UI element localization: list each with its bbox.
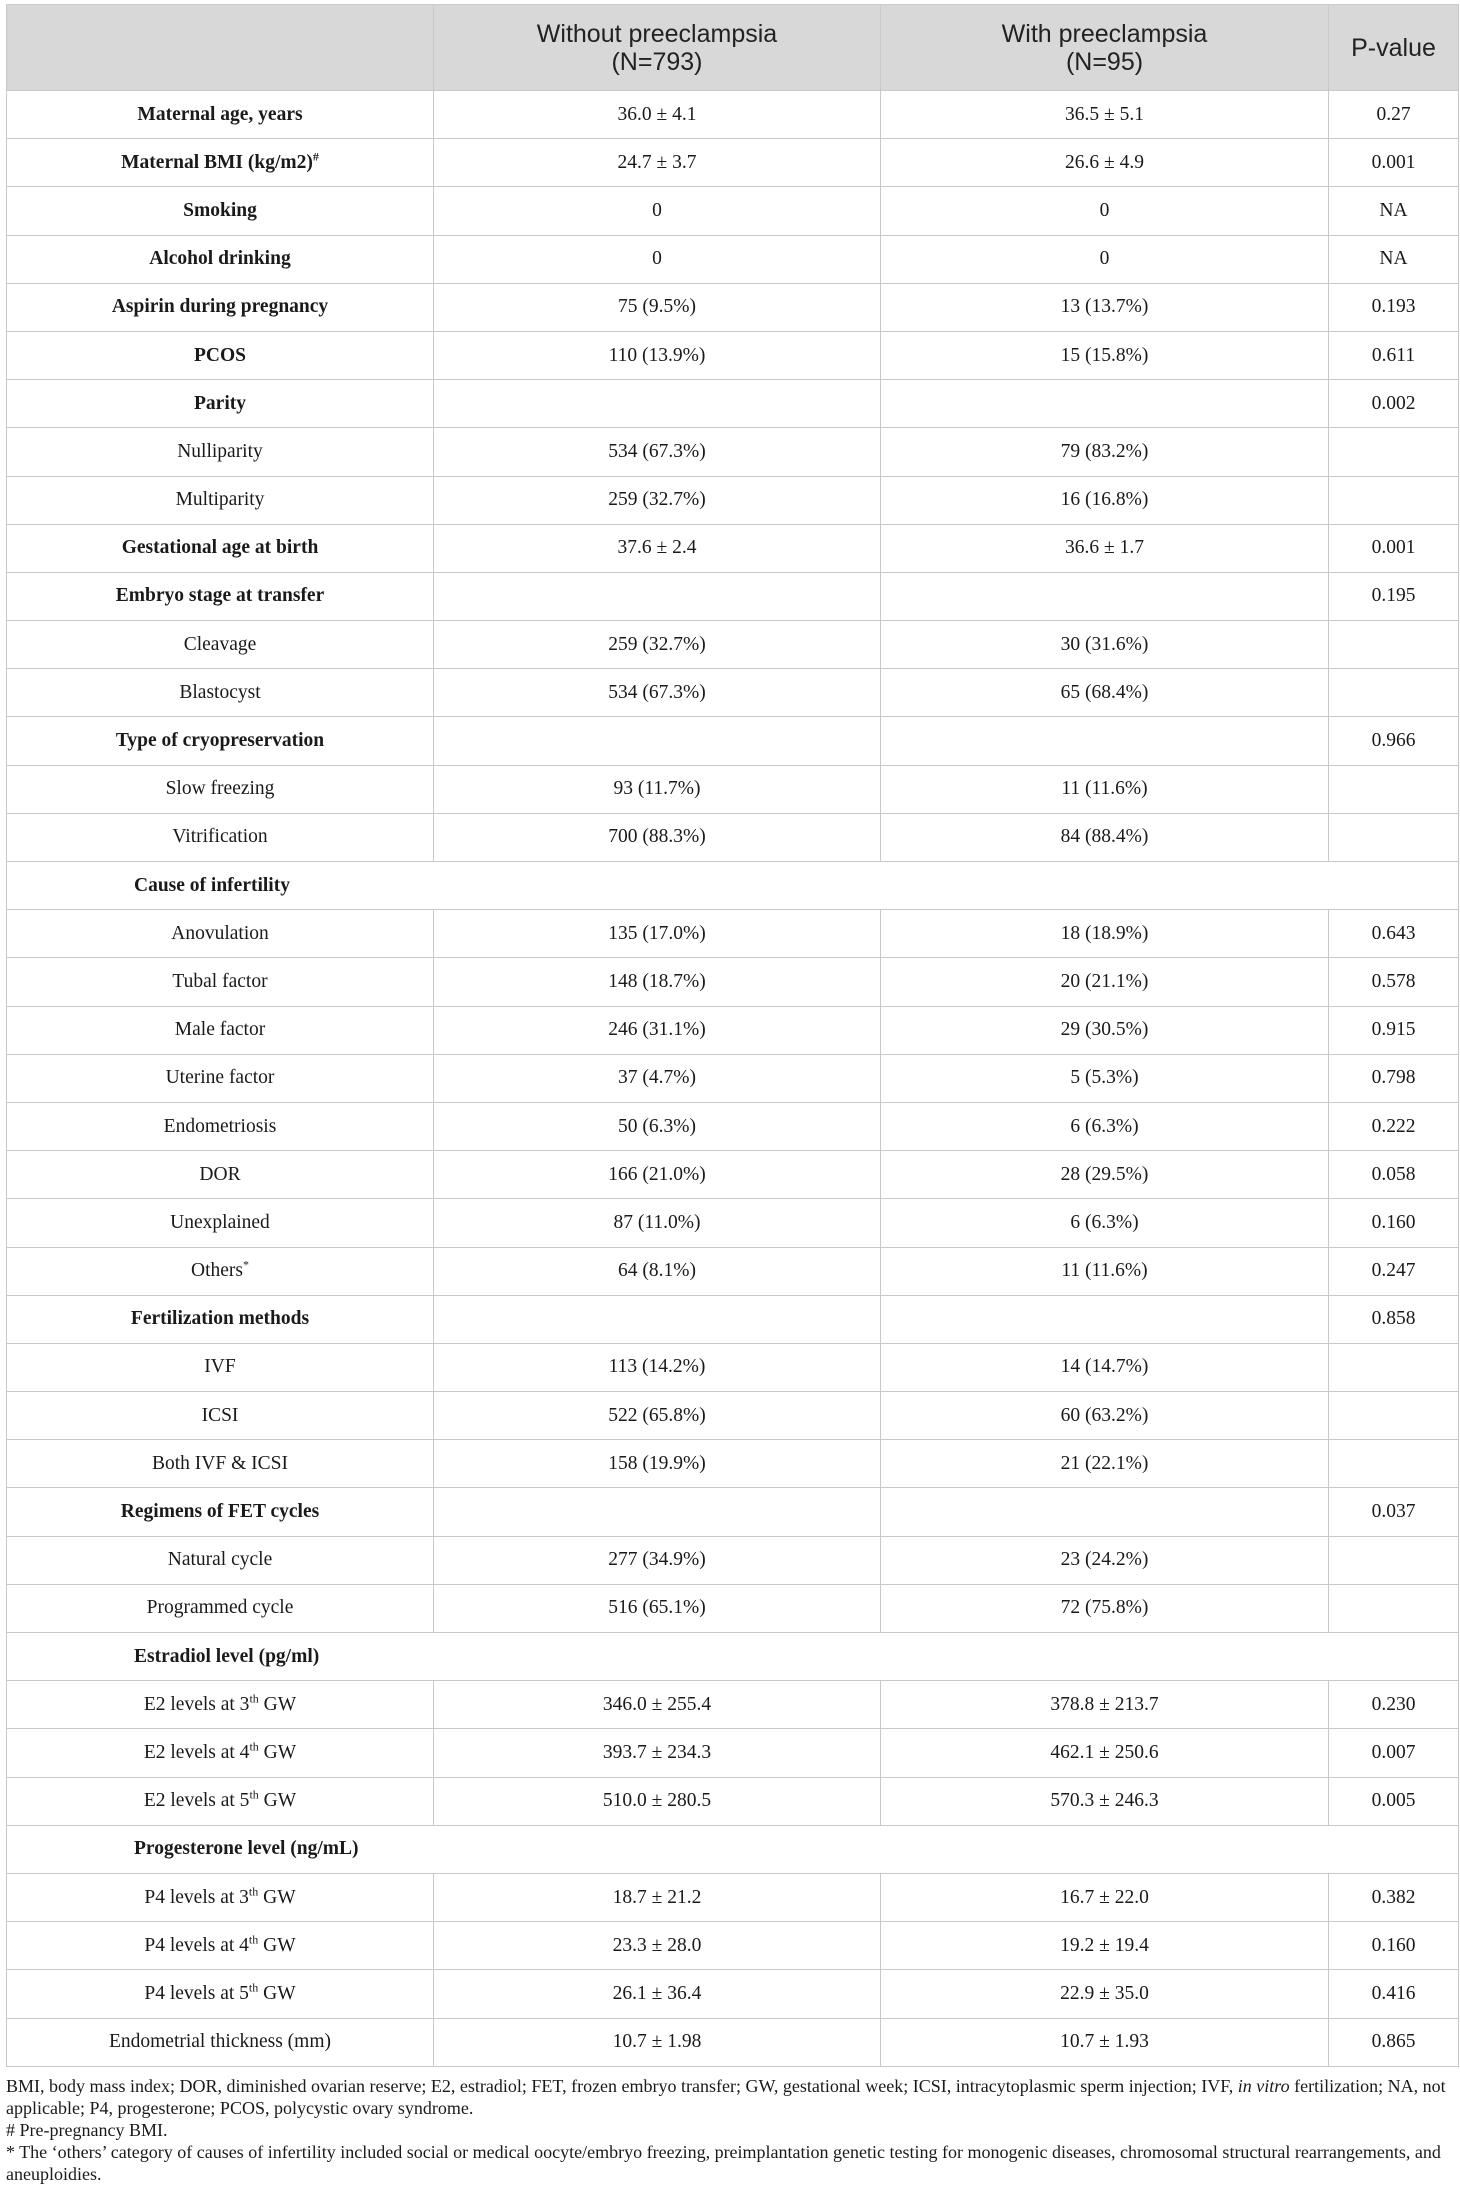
row-label-text: P4 levels at 3 bbox=[144, 1886, 249, 1908]
cell-without-preeclampsia: 24.7 ± 3.7 bbox=[434, 139, 881, 187]
cell-without-preeclampsia: 37 (4.7%) bbox=[434, 1054, 881, 1102]
row-label bbox=[7, 1777, 434, 1825]
cell-p-value: 0.643 bbox=[1329, 910, 1459, 958]
row-label-text: P4 levels at 5 bbox=[144, 1982, 249, 2004]
row-label-text: E2 levels at 4 bbox=[143, 1741, 250, 1763]
row-label bbox=[7, 1054, 434, 1102]
row-label bbox=[7, 1536, 434, 1584]
row-label-superscript: th bbox=[248, 1980, 259, 1995]
row-label-superscript: # bbox=[312, 149, 319, 164]
cell-with-preeclampsia: 462.1 ± 250.6 bbox=[881, 1729, 1329, 1777]
header-variable bbox=[7, 5, 434, 91]
cell-p-value: 0.966 bbox=[1329, 717, 1459, 765]
footnote-hash: # Pre-pregnancy BMI. bbox=[6, 2119, 168, 2140]
row-label-text: Endometriosis bbox=[163, 1115, 277, 1137]
cell-p-value: 0.247 bbox=[1329, 1247, 1459, 1295]
cell-with-preeclampsia: 72 (75.8%) bbox=[881, 1584, 1329, 1632]
row-label-suffix: GW bbox=[258, 1982, 296, 2004]
footnotes bbox=[6, 2067, 1458, 2185]
table-row bbox=[7, 1247, 1459, 1295]
row-label bbox=[7, 1825, 1459, 1873]
header-without-preeclampsia bbox=[434, 5, 881, 91]
cell-with-preeclampsia: 6 (6.3%) bbox=[881, 1102, 1329, 1150]
row-label bbox=[7, 524, 434, 572]
row-label-superscript: th bbox=[248, 1932, 259, 1947]
cell-with-preeclampsia: 65 (68.4%) bbox=[881, 669, 1329, 717]
data-table bbox=[6, 4, 1459, 2067]
cell-p-value bbox=[1329, 621, 1459, 669]
row-label-text: Maternal BMI (kg/m2) bbox=[121, 151, 313, 173]
cell-p-value bbox=[1329, 476, 1459, 524]
row-label bbox=[7, 331, 434, 379]
cell-p-value bbox=[1329, 1536, 1459, 1584]
table-row bbox=[7, 1102, 1459, 1150]
row-label-text: Slow freezing bbox=[165, 778, 275, 800]
cell-p-value: 0.002 bbox=[1329, 380, 1459, 428]
row-label-text: Progesterone level (ng/mL) bbox=[134, 1838, 359, 1860]
cell-p-value: 0.037 bbox=[1329, 1488, 1459, 1536]
row-label bbox=[7, 1247, 434, 1295]
row-label-text: Alcohol drinking bbox=[149, 248, 291, 270]
header-line: Without preeclampsia bbox=[536, 19, 778, 48]
row-label-text: Parity bbox=[194, 392, 246, 414]
row-label bbox=[7, 765, 434, 813]
row-label bbox=[7, 283, 434, 331]
row-label-superscript: th bbox=[248, 1884, 259, 1899]
row-label-text: Programmed cycle bbox=[146, 1597, 294, 1619]
row-label-superscript: th bbox=[249, 1787, 259, 1802]
cell-without-preeclampsia bbox=[434, 717, 881, 765]
cell-with-preeclampsia: 13 (13.7%) bbox=[881, 283, 1329, 331]
cell-with-preeclampsia: 36.6 ± 1.7 bbox=[881, 524, 1329, 572]
cell-without-preeclampsia: 37.6 ± 2.4 bbox=[434, 524, 881, 572]
table-row bbox=[7, 813, 1459, 861]
table-row bbox=[7, 331, 1459, 379]
row-label bbox=[7, 1199, 434, 1247]
cell-without-preeclampsia bbox=[434, 380, 881, 428]
table-header bbox=[7, 5, 1459, 91]
cell-without-preeclampsia: 135 (17.0%) bbox=[434, 910, 881, 958]
row-label-text: Others bbox=[191, 1260, 243, 1282]
row-label-text: Estradiol level (pg/ml) bbox=[134, 1645, 320, 1667]
footnote-text: fertilization; NA, not applicable; P4, progesterone; PCOS, polycystic ovary syndrome. bbox=[6, 2075, 1446, 2118]
cell-p-value: 0.001 bbox=[1329, 139, 1459, 187]
row-label bbox=[7, 1729, 434, 1777]
cell-p-value: 0.858 bbox=[1329, 1295, 1459, 1343]
cell-without-preeclampsia: 516 (65.1%) bbox=[434, 1584, 881, 1632]
row-label bbox=[7, 1392, 434, 1440]
row-label bbox=[7, 187, 434, 235]
row-label bbox=[7, 958, 434, 1006]
header-line: (N=793) bbox=[611, 47, 703, 76]
cell-without-preeclampsia: 0 bbox=[434, 235, 881, 283]
cell-with-preeclampsia bbox=[881, 572, 1329, 620]
cell-p-value bbox=[1329, 1584, 1459, 1632]
cell-p-value bbox=[1329, 1440, 1459, 1488]
cell-p-value: 0.865 bbox=[1329, 2018, 1459, 2066]
row-label-text: Natural cycle bbox=[167, 1549, 273, 1571]
table-row bbox=[7, 91, 1459, 139]
cell-with-preeclampsia: 16 (16.8%) bbox=[881, 476, 1329, 524]
cell-p-value: NA bbox=[1329, 235, 1459, 283]
cell-with-preeclampsia: 6 (6.3%) bbox=[881, 1199, 1329, 1247]
row-label bbox=[7, 1102, 434, 1150]
table-row bbox=[7, 910, 1459, 958]
table-row bbox=[7, 1970, 1459, 2018]
footnote-italic: in vitro bbox=[1237, 2075, 1290, 2096]
cell-p-value: NA bbox=[1329, 187, 1459, 235]
cell-without-preeclampsia: 23.3 ± 28.0 bbox=[434, 1922, 881, 1970]
row-label bbox=[7, 910, 434, 958]
row-label bbox=[7, 380, 434, 428]
table-row bbox=[7, 1729, 1459, 1777]
cell-with-preeclampsia: 23 (24.2%) bbox=[881, 1536, 1329, 1584]
row-label-text: PCOS bbox=[193, 344, 246, 366]
row-label bbox=[7, 1873, 434, 1921]
table-row bbox=[7, 1584, 1459, 1632]
cell-without-preeclampsia: 50 (6.3%) bbox=[434, 1102, 881, 1150]
table-row bbox=[7, 1488, 1459, 1536]
row-label bbox=[7, 139, 434, 187]
cell-p-value: 0.195 bbox=[1329, 572, 1459, 620]
cell-p-value bbox=[1329, 813, 1459, 861]
cell-with-preeclampsia bbox=[881, 1295, 1329, 1343]
row-label-text: Smoking bbox=[183, 199, 257, 221]
header-line: (N=95) bbox=[1065, 47, 1144, 76]
cell-p-value: 0.611 bbox=[1329, 331, 1459, 379]
cell-with-preeclampsia: 19.2 ± 19.4 bbox=[881, 1922, 1329, 1970]
row-label bbox=[7, 1295, 434, 1343]
cell-without-preeclampsia: 246 (31.1%) bbox=[434, 1006, 881, 1054]
cell-p-value: 0.160 bbox=[1329, 1922, 1459, 1970]
table-row bbox=[7, 1199, 1459, 1247]
header-p-value bbox=[1329, 5, 1459, 91]
cell-with-preeclampsia: 10.7 ± 1.93 bbox=[881, 2018, 1329, 2066]
cell-without-preeclampsia: 277 (34.9%) bbox=[434, 1536, 881, 1584]
row-label bbox=[7, 572, 434, 620]
cell-with-preeclampsia bbox=[881, 717, 1329, 765]
cell-without-preeclampsia bbox=[434, 1488, 881, 1536]
cell-p-value: 0.193 bbox=[1329, 283, 1459, 331]
cell-without-preeclampsia: 259 (32.7%) bbox=[434, 621, 881, 669]
table-row bbox=[7, 2018, 1459, 2066]
table-row bbox=[7, 1392, 1459, 1440]
row-label-text: Both IVF & ICSI bbox=[152, 1452, 288, 1474]
row-label-text: Anovulation bbox=[171, 922, 269, 944]
table-row bbox=[7, 380, 1459, 428]
cell-p-value: 0.27 bbox=[1329, 91, 1459, 139]
row-label bbox=[7, 1343, 434, 1391]
footnote-abbreviations bbox=[6, 2075, 1458, 2119]
cell-p-value: 0.230 bbox=[1329, 1681, 1459, 1729]
row-label-text: Male factor bbox=[174, 1019, 266, 1041]
header-with-preeclampsia bbox=[881, 5, 1329, 91]
cell-p-value bbox=[1329, 428, 1459, 476]
row-label-text: Unexplained bbox=[170, 1211, 270, 1233]
row-label-text: Gestational age at birth bbox=[121, 537, 319, 559]
footnote-star: * The ‘others’ category of causes of infertility included social or medical oocyte/embryo freezing, preimplantation genetic testing for monogenic diseases, chromosomal structural rearrangements, and aneuploidies. bbox=[6, 2141, 1441, 2184]
row-label-superscript: th bbox=[249, 1739, 259, 1754]
cell-with-preeclampsia: 29 (30.5%) bbox=[881, 1006, 1329, 1054]
table-row bbox=[7, 1151, 1459, 1199]
cell-p-value: 0.222 bbox=[1329, 1102, 1459, 1150]
cell-with-preeclampsia: 18 (18.9%) bbox=[881, 910, 1329, 958]
cell-with-preeclampsia: 79 (83.2%) bbox=[881, 428, 1329, 476]
row-label bbox=[7, 235, 434, 283]
cell-with-preeclampsia: 36.5 ± 5.1 bbox=[881, 91, 1329, 139]
cell-p-value: 0.160 bbox=[1329, 1199, 1459, 1247]
table-row bbox=[7, 958, 1459, 1006]
cell-without-preeclampsia: 259 (32.7%) bbox=[434, 476, 881, 524]
cell-with-preeclampsia: 16.7 ± 22.0 bbox=[881, 1873, 1329, 1921]
cell-p-value: 0.578 bbox=[1329, 958, 1459, 1006]
row-label-text: Cleavage bbox=[183, 633, 257, 655]
table-row bbox=[7, 235, 1459, 283]
cell-without-preeclampsia: 534 (67.3%) bbox=[434, 669, 881, 717]
cell-with-preeclampsia: 378.8 ± 213.7 bbox=[881, 1681, 1329, 1729]
row-label-text: Cause of infertility bbox=[134, 874, 290, 896]
table-row bbox=[7, 187, 1459, 235]
row-label bbox=[7, 1151, 434, 1199]
table-row bbox=[7, 1054, 1459, 1102]
table-row bbox=[7, 139, 1459, 187]
row-label-suffix: GW bbox=[258, 1886, 296, 1908]
cell-with-preeclampsia: 28 (29.5%) bbox=[881, 1151, 1329, 1199]
row-label bbox=[7, 1681, 434, 1729]
cell-without-preeclampsia: 158 (19.9%) bbox=[434, 1440, 881, 1488]
cell-p-value: 0.005 bbox=[1329, 1777, 1459, 1825]
cell-with-preeclampsia: 60 (63.2%) bbox=[881, 1392, 1329, 1440]
cell-without-preeclampsia: 0 bbox=[434, 187, 881, 235]
cell-without-preeclampsia: 110 (13.9%) bbox=[434, 331, 881, 379]
cell-without-preeclampsia: 93 (11.7%) bbox=[434, 765, 881, 813]
cell-without-preeclampsia: 18.7 ± 21.2 bbox=[434, 1873, 881, 1921]
row-label bbox=[7, 813, 434, 861]
cell-with-preeclampsia: 11 (11.6%) bbox=[881, 1247, 1329, 1295]
cell-p-value: 0.382 bbox=[1329, 1873, 1459, 1921]
cell-without-preeclampsia bbox=[434, 1295, 881, 1343]
table-row bbox=[7, 862, 1459, 910]
footnote-text: BMI, body mass index; DOR, diminished ovarian reserve; E2, estradiol; FET, frozen embryo transfer; GW, gestational week; ICSI, intracytoplasmic sperm injection; IVF, bbox=[6, 2075, 1238, 2096]
cell-without-preeclampsia: 75 (9.5%) bbox=[434, 283, 881, 331]
header-line: With preeclampsia bbox=[1001, 19, 1208, 48]
cell-p-value: 0.915 bbox=[1329, 1006, 1459, 1054]
row-label-text: ICSI bbox=[201, 1404, 239, 1426]
table-row bbox=[7, 1343, 1459, 1391]
row-label-suffix: GW bbox=[258, 1934, 296, 1956]
row-label-text: E2 levels at 3 bbox=[143, 1693, 250, 1715]
row-label-superscript: * bbox=[243, 1257, 249, 1272]
cell-p-value: 0.007 bbox=[1329, 1729, 1459, 1777]
cell-with-preeclampsia: 5 (5.3%) bbox=[881, 1054, 1329, 1102]
row-label-text: Endometrial thickness (mm) bbox=[108, 2031, 332, 2053]
cell-without-preeclampsia: 148 (18.7%) bbox=[434, 958, 881, 1006]
cell-p-value: 0.001 bbox=[1329, 524, 1459, 572]
row-label bbox=[7, 1922, 434, 1970]
row-label-text: Vitrification bbox=[172, 826, 268, 848]
cell-p-value bbox=[1329, 1392, 1459, 1440]
table-row bbox=[7, 1440, 1459, 1488]
row-label-text: Regimens of FET cycles bbox=[120, 1501, 320, 1523]
table-body bbox=[7, 91, 1459, 2067]
row-label bbox=[7, 717, 434, 765]
table-row bbox=[7, 1777, 1459, 1825]
row-label-text: Type of cryopreservation bbox=[115, 730, 325, 752]
header-line: P-value bbox=[1351, 33, 1436, 62]
table-row bbox=[7, 765, 1459, 813]
row-label bbox=[7, 621, 434, 669]
cell-without-preeclampsia: 522 (65.8%) bbox=[434, 1392, 881, 1440]
cell-without-preeclampsia: 700 (88.3%) bbox=[434, 813, 881, 861]
row-label-text: Embryo stage at transfer bbox=[115, 585, 325, 607]
table-row bbox=[7, 1873, 1459, 1921]
table-row bbox=[7, 1006, 1459, 1054]
table-row bbox=[7, 476, 1459, 524]
cell-with-preeclampsia: 14 (14.7%) bbox=[881, 1343, 1329, 1391]
cell-with-preeclampsia: 20 (21.1%) bbox=[881, 958, 1329, 1006]
row-label bbox=[7, 669, 434, 717]
table-row bbox=[7, 1536, 1459, 1584]
row-label bbox=[7, 862, 1459, 910]
table-row bbox=[7, 1295, 1459, 1343]
cell-with-preeclampsia: 570.3 ± 246.3 bbox=[881, 1777, 1329, 1825]
cell-without-preeclampsia: 393.7 ± 234.3 bbox=[434, 1729, 881, 1777]
row-label-text: Aspirin during pregnancy bbox=[111, 296, 329, 318]
row-label-text: Nulliparity bbox=[177, 440, 263, 462]
row-label-text: DOR bbox=[199, 1163, 241, 1185]
row-label bbox=[7, 1488, 434, 1536]
row-label bbox=[7, 476, 434, 524]
table-container bbox=[6, 0, 1458, 2185]
cell-without-preeclampsia: 113 (14.2%) bbox=[434, 1343, 881, 1391]
cell-without-preeclampsia: 87 (11.0%) bbox=[434, 1199, 881, 1247]
cell-with-preeclampsia: 22.9 ± 35.0 bbox=[881, 1970, 1329, 2018]
cell-with-preeclampsia: 0 bbox=[881, 235, 1329, 283]
row-label bbox=[7, 1584, 434, 1632]
row-label bbox=[7, 2018, 434, 2066]
cell-with-preeclampsia bbox=[881, 1488, 1329, 1536]
table-row bbox=[7, 428, 1459, 476]
cell-without-preeclampsia: 510.0 ± 280.5 bbox=[434, 1777, 881, 1825]
row-label-suffix: GW bbox=[258, 1790, 297, 1812]
cell-without-preeclampsia: 346.0 ± 255.4 bbox=[434, 1681, 881, 1729]
cell-without-preeclampsia: 26.1 ± 36.4 bbox=[434, 1970, 881, 2018]
cell-p-value bbox=[1329, 1343, 1459, 1391]
cell-without-preeclampsia bbox=[434, 572, 881, 620]
row-label-text: P4 levels at 4 bbox=[144, 1934, 249, 1956]
row-label bbox=[7, 1970, 434, 2018]
row-label-text: IVF bbox=[204, 1356, 236, 1378]
cell-with-preeclampsia bbox=[881, 380, 1329, 428]
row-label-text: Multiparity bbox=[175, 489, 265, 511]
cell-without-preeclampsia: 64 (8.1%) bbox=[434, 1247, 881, 1295]
row-label bbox=[7, 1006, 434, 1054]
cell-with-preeclampsia: 21 (22.1%) bbox=[881, 1440, 1329, 1488]
row-label-superscript: th bbox=[249, 1691, 259, 1706]
row-label-suffix: GW bbox=[258, 1693, 297, 1715]
table-row bbox=[7, 572, 1459, 620]
table-row bbox=[7, 669, 1459, 717]
table-row bbox=[7, 1681, 1459, 1729]
row-label-suffix: GW bbox=[258, 1741, 297, 1763]
table-row bbox=[7, 524, 1459, 572]
cell-with-preeclampsia: 26.6 ± 4.9 bbox=[881, 139, 1329, 187]
table-row bbox=[7, 1825, 1459, 1873]
cell-p-value: 0.798 bbox=[1329, 1054, 1459, 1102]
row-label bbox=[7, 91, 434, 139]
row-label bbox=[7, 1633, 1459, 1681]
cell-without-preeclampsia: 36.0 ± 4.1 bbox=[434, 91, 881, 139]
cell-without-preeclampsia: 10.7 ± 1.98 bbox=[434, 2018, 881, 2066]
cell-p-value bbox=[1329, 669, 1459, 717]
table-row bbox=[7, 717, 1459, 765]
cell-with-preeclampsia: 84 (88.4%) bbox=[881, 813, 1329, 861]
cell-with-preeclampsia: 0 bbox=[881, 187, 1329, 235]
row-label bbox=[7, 428, 434, 476]
table-row bbox=[7, 621, 1459, 669]
row-label-text: Tubal factor bbox=[172, 970, 268, 992]
cell-p-value bbox=[1329, 765, 1459, 813]
cell-with-preeclampsia: 30 (31.6%) bbox=[881, 621, 1329, 669]
row-label-text: Fertilization methods bbox=[130, 1308, 310, 1330]
cell-p-value: 0.416 bbox=[1329, 1970, 1459, 2018]
cell-with-preeclampsia: 11 (11.6%) bbox=[881, 765, 1329, 813]
row-label-text: Maternal age, years bbox=[137, 103, 303, 125]
table-row bbox=[7, 1922, 1459, 1970]
table-row bbox=[7, 283, 1459, 331]
cell-p-value: 0.058 bbox=[1329, 1151, 1459, 1199]
table-row bbox=[7, 1633, 1459, 1681]
cell-without-preeclampsia: 166 (21.0%) bbox=[434, 1151, 881, 1199]
row-label-text: Blastocyst bbox=[179, 681, 261, 703]
cell-without-preeclampsia: 534 (67.3%) bbox=[434, 428, 881, 476]
cell-with-preeclampsia: 15 (15.8%) bbox=[881, 331, 1329, 379]
row-label-text: Uterine factor bbox=[165, 1067, 275, 1089]
row-label bbox=[7, 1440, 434, 1488]
row-label-text: E2 levels at 5 bbox=[143, 1790, 250, 1812]
